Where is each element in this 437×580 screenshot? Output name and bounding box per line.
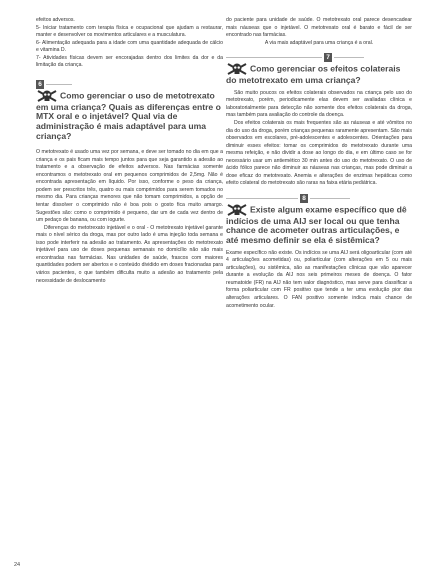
- paragraph: O metotrexato é usado uma vez por semana, e deve ser tomado no dia em que a criança e os pais ficam mais tempo juntos para que seja garantido a adesão ao tratamento e a observação de efeitos adversos. Nas farmácias somente encontramos o metotrexato oral em pequenos comprimidos de 2,5mg. Não é encontrada apresentação em líquido. Por isso, conforme o peso da criança, podem ser prescritos três, quatro ou mais comprimidos para serem tomados no mesmo dia. Para crianças menores que não tomam comprimidos, a opção de tentar dissolver o comprimido não é boa pois o gosto fica muito amargo. Sugestões são: como o comprimido é pequeno, dar um de cada vez dentro de um pedaço de banana, ou com iogurte.: [36, 149, 223, 224]
- divider: [226, 57, 322, 58]
- question-7-header-bar: [226, 53, 412, 62]
- paragraph: São muito poucos os efeitos colaterais observados na criança pelo uso do metotrexato, porém, periodicamente elas devem ser avaliadas clínica e laboratorialmente para detecção não somente dos efeitos colaterais da droga, mas também para avaliação do controle da doença.: [226, 89, 412, 119]
- text-line: efeitos adversos.: [36, 17, 75, 23]
- question-8: [226, 194, 412, 246]
- question-number-badge: 7: [324, 53, 332, 62]
- question-heading: [226, 203, 412, 246]
- divider: [334, 57, 364, 58]
- question-7: [226, 53, 412, 86]
- question-title: Como gerenciar os efeitos colaterais do metotrexato em uma criança?: [226, 63, 401, 86]
- right-column: [226, 17, 412, 310]
- question-title: Existe algum exame específico que dê indícios de uma AIJ ser local ou que tenha chance de acometer outras articulações, e até mesmo definir se ela é sistêmica?: [226, 204, 407, 246]
- divider: [310, 198, 350, 199]
- paragraph: Dos efeitos colaterais os mais frequentes são as náuseas e até vômitos no dia do uso da droga, porém crianças pequenas raramente apresentam. São mais observados em escolares, pré-adolescentes e adolescentes. Orientações para diminuir esses efeitos: tomar os comprimidos do metotrexato durante uma mesma refeição, e não dividir a dose ao longo do dia, e em último caso se for necessário usar um antiemético 30 min antes do uso do metotrexato. O uso de ácido fólico parece não diminuir as náuseas nas crianças, mas pode diminuir a dose eficaz do metotrexato. Anemia e alterações de enzimas hepáticas como efeito colateral do metotrexato são raras na faixa etária pediátrica.: [226, 119, 412, 187]
- paragraph: Exame específico não existe. Os indícios se uma AIJ será oligoarticular (com até 4 articulações acometidas) ou, poliarticular (com alterações em 5 ou mais articulações), ou sistêmica, são as manifestações clínicas que vão aparecer durante a evolução da AIJ nos seis primeiros meses de doença. O fator reumatoide (FR) na AIJ não tem valor diagnóstico, mas serve para classificar a forma poliarticular com FR positivo que tende a ter uma evolução pior das alterações articulares. O FAN positivo somente indica mais chance de acometimento ocular.: [226, 249, 412, 309]
- question-6: [36, 80, 223, 141]
- list-item: 5- Iniciar tratamento com terapia física e ocupacional que ajudam a restaurar, manter e desenvolver os movimentos articulares e a musculatura.: [36, 24, 223, 39]
- question-number-badge: 6: [36, 80, 44, 89]
- question-heading: [36, 89, 223, 141]
- question-8-header-bar: [226, 194, 412, 203]
- skull-crossbones-icon: [36, 89, 58, 103]
- question-6-header-bar: [36, 80, 223, 89]
- question-title: Como gerenciar o uso de metotrexato em uma criança? Quais as diferenças entre o MTX oral e o injetável? Qual via de administração é mais adaptável para uma criança?: [36, 90, 221, 141]
- paragraph: A via mais adaptável para uma criança é a oral.: [264, 39, 374, 46]
- left-column: [36, 17, 223, 285]
- list-item: 7- Atividades físicas devem ser encorajadas dentro dos limites da dor e da limitação da criança.: [36, 54, 223, 69]
- page-number: 24: [14, 562, 21, 568]
- paragraph: Diferenças do metotrexato injetável e o oral - O metotrexato injetável garante mais o nível sérico da droga, mas por outro lado é uma injeção toda semana e isso pode interferir na adesão ao tratamento. As apresentações do metotrexato injetável para uso de doses pequenas semanais no domicílio não são mais encontradas nas farmácias. Nas unidades de saúde, frascos com maiores quantidades podem ser abertos e o conteúdo dividido em doses fracionadas para vários pacientes, o que também dificulta muito a adesão ao tratamento pela necessidade de deslocamento: [36, 224, 223, 284]
- divider: [46, 84, 72, 85]
- skull-crossbones-icon: [226, 62, 248, 76]
- question-number-badge: 8: [300, 194, 308, 203]
- skull-crossbones-icon: [226, 203, 248, 217]
- list-item: 6- Alimentação adequada para a idade com uma quantidade adequada de cálcio e vitamina D.: [36, 39, 223, 54]
- paragraph: do paciente para unidade de saúde. O metotrexato oral parece desencadear mais náuseas que o injetável. O metotrexato oral é barato e fácil de ser encontrado nas farmácias.: [226, 17, 412, 39]
- divider: [226, 198, 298, 199]
- question-heading: [226, 62, 412, 86]
